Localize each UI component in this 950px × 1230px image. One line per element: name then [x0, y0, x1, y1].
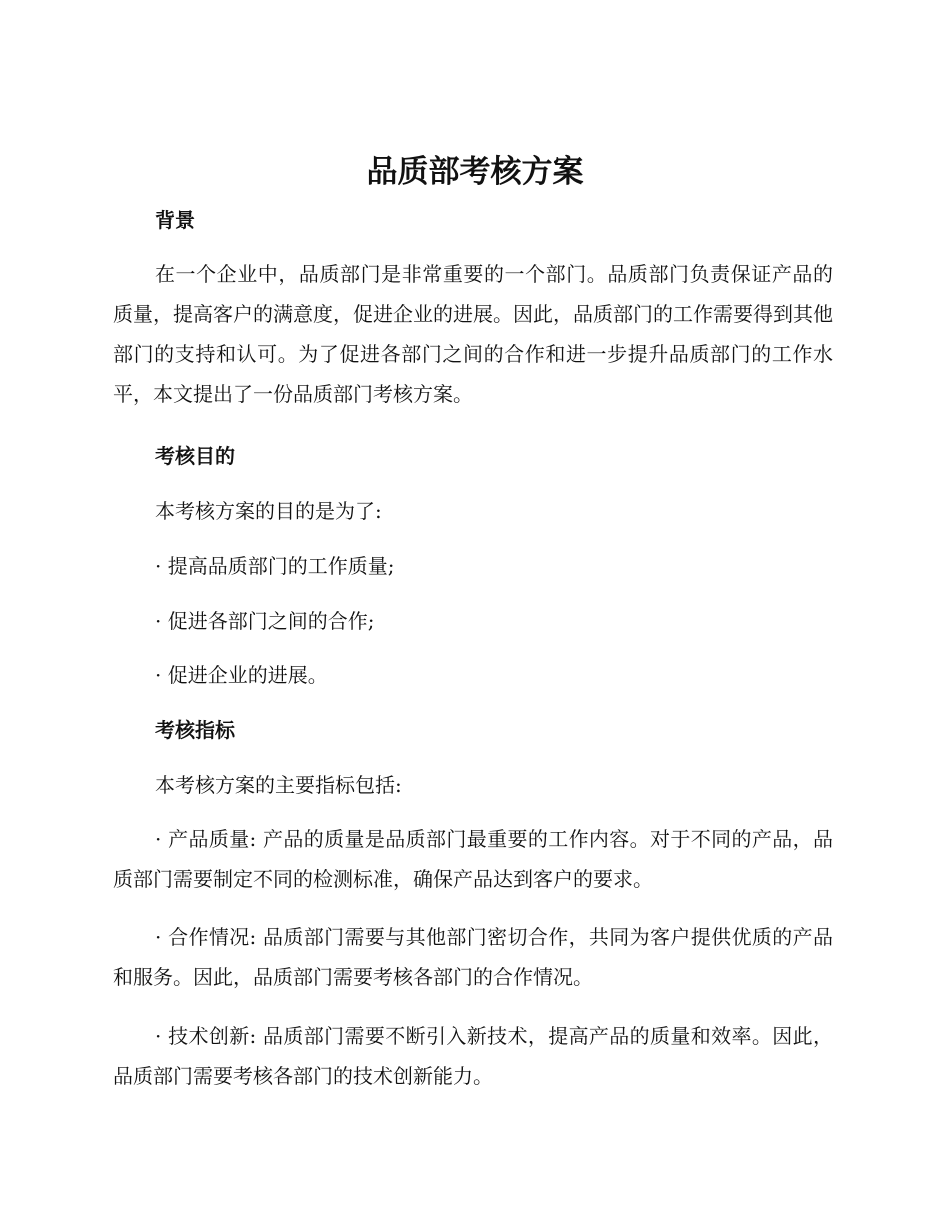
section-heading-indicators: 考核指标: [155, 718, 235, 742]
purpose-list-item: · 促进企业的进展。: [155, 663, 328, 687]
indicator-item: · 合作情况: 品质部门需要与其他部门密切合作，共同为客户提供优质的产品和服务。因此，品质部门需要考核各部门的合作情况。: [113, 925, 833, 989]
purpose-list-item: · 促进各部门之间的合作;: [155, 609, 375, 633]
document-title: 品质部考核方案: [366, 154, 584, 190]
indicators-intro: 本考核方案的主要指标包括:: [155, 773, 402, 797]
section-heading-background: 背景: [155, 208, 195, 232]
purpose-intro: 本考核方案的目的是为了:: [155, 499, 382, 523]
section-heading-purpose: 考核目的: [155, 444, 235, 468]
purpose-list-item: · 提高品质部门的工作质量;: [155, 554, 395, 578]
indicator-item: · 产品质量: 产品的质量是品质部门最重要的工作内容。对于不同的产品，品质部门需要制定不同的检测标准，确保产品达到客户的要求。: [113, 827, 833, 891]
indicator-item: · 技术创新: 品质部门需要不断引入新技术，提高产品的质量和效率。因此，品质部门需要考核各部门的技术创新能力。: [113, 1024, 833, 1088]
background-paragraph: 在一个企业中，品质部门是非常重要的一个部门。品质部门负责保证产品的质量，提高客户的满意度，促进企业的进展。因此，品质部门的工作需要得到其他部门的支持和认可。为了促进各部门之间的合作和进一步提升品质部门的工作水平，本文提出了一份品质部门考核方案。: [113, 262, 833, 406]
